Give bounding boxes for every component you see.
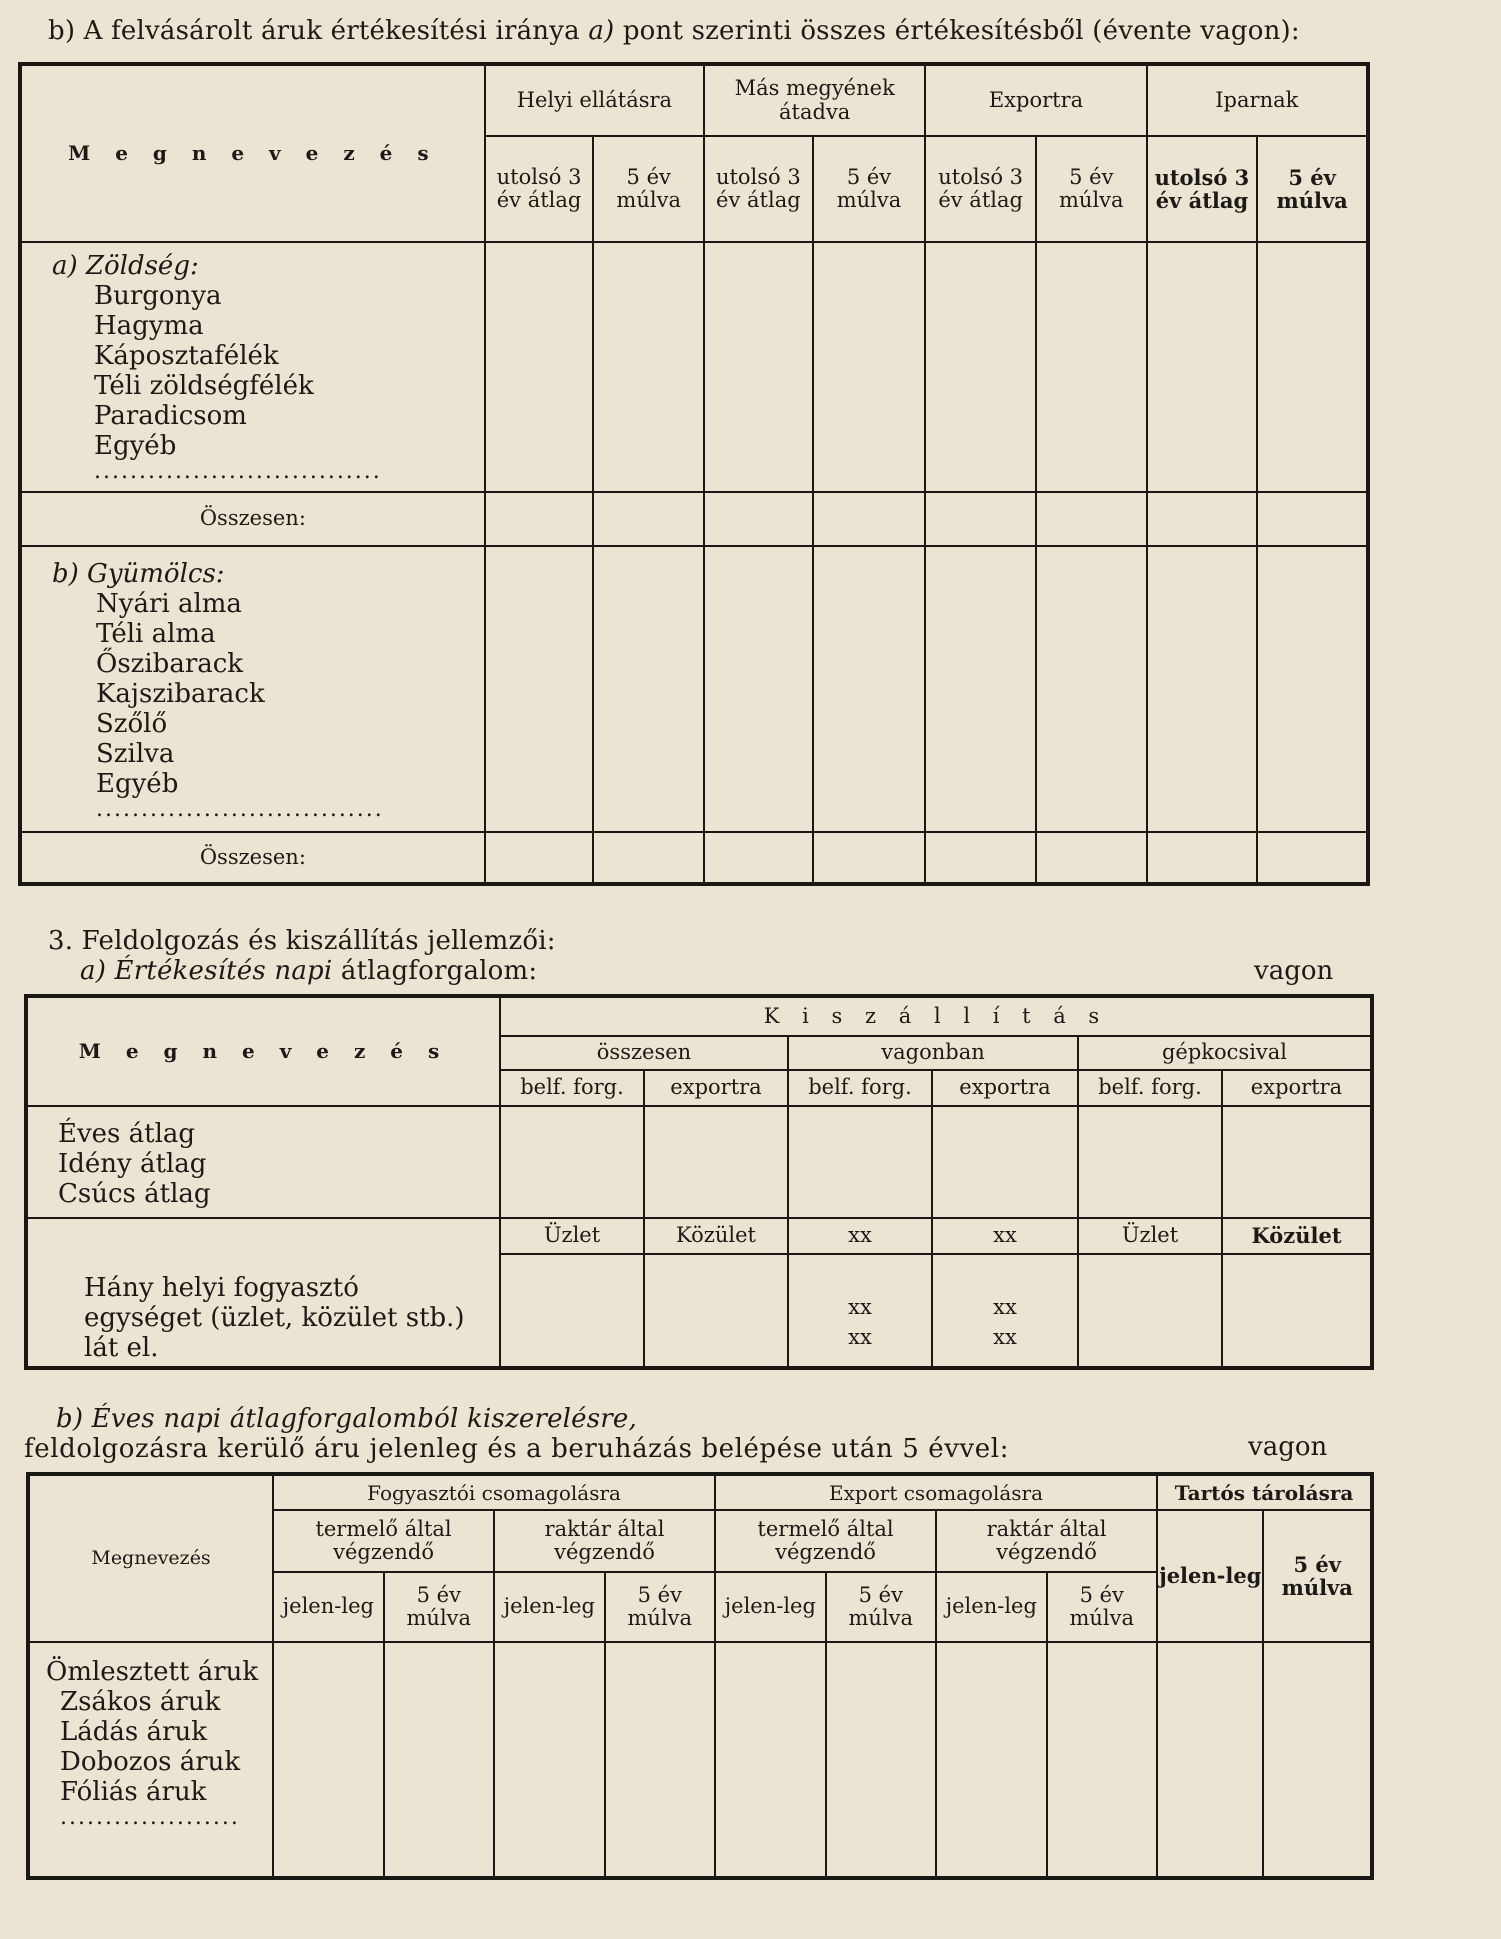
sub-header-export: exportra xyxy=(1222,1070,1372,1106)
input-cell[interactable] xyxy=(925,242,1036,492)
section-3b-unit: vagon xyxy=(1248,1432,1328,1462)
input-cell[interactable] xyxy=(1078,1254,1222,1368)
column-label-megnevezes: Megnevezés xyxy=(28,1474,273,1642)
section-3b-line2: feldolgozásra kerülő áru jelenleg és a beruházás belépése után 5 évvel: xyxy=(24,1434,1010,1464)
input-cell[interactable] xyxy=(1036,242,1147,492)
input-cell[interactable] xyxy=(593,546,704,832)
input-cell[interactable] xyxy=(273,1642,383,1878)
sub-header-termelo: termelő által végzendő xyxy=(715,1510,936,1572)
input-cell[interactable] xyxy=(1157,1642,1263,1878)
input-cell[interactable] xyxy=(704,242,813,492)
input-cell[interactable] xyxy=(932,1106,1078,1218)
row-label: Téli zöldségfélék xyxy=(94,371,314,401)
sub-header-xx: xx xyxy=(788,1218,932,1254)
input-cell[interactable] xyxy=(593,832,704,884)
sub-header-5ev: 5 év múlva xyxy=(1047,1572,1158,1642)
input-cell[interactable] xyxy=(813,546,926,832)
input-cell[interactable] xyxy=(1036,832,1147,884)
input-cell[interactable] xyxy=(1147,546,1258,832)
sub-a-text: a) Értékesítés xyxy=(80,956,275,986)
group-header-mas-megye: Más megyének átadva xyxy=(704,64,925,136)
row-label: Burgonya xyxy=(94,281,222,311)
group-header-export-csomag: Export csomagolásra xyxy=(715,1474,1157,1510)
input-cell[interactable] xyxy=(485,242,594,492)
row-label: Zsákos áruk xyxy=(60,1687,221,1717)
section-3-title: 3. Feldolgozás és kiszállítás jellemzői: xyxy=(48,926,556,956)
sub-header-termelo: termelő által végzendő xyxy=(273,1510,494,1572)
gyumolcs-title: b) Gyümölcs: xyxy=(52,559,225,589)
input-cell[interactable] xyxy=(1257,832,1368,884)
zoldseg-block xyxy=(20,242,485,492)
kiszallitas-header: K i s z á l l í t á s xyxy=(500,996,1372,1036)
input-cell[interactable] xyxy=(1047,1642,1158,1878)
input-cell[interactable] xyxy=(813,492,926,546)
row-label-line: Hány helyi fogyasztó xyxy=(84,1273,359,1303)
xx-mark: xx xyxy=(848,1295,872,1319)
sub-header-utolso: utolsó 3 év átlag xyxy=(925,136,1036,242)
input-cell[interactable] xyxy=(1257,242,1368,492)
input-cell[interactable] xyxy=(1036,492,1147,546)
sub-header-5ev: 5 év múlva xyxy=(1036,136,1147,242)
sub-header-5ev: 5 év múlva xyxy=(1257,136,1368,242)
fill-in-dots: ................................ xyxy=(96,797,384,822)
row-label: Szőlő xyxy=(96,709,168,739)
heading-text: b) A felvásárolt áruk értékesítési iránya xyxy=(48,16,589,46)
input-cell[interactable] xyxy=(593,242,704,492)
input-cell[interactable] xyxy=(485,832,594,884)
input-cell[interactable] xyxy=(605,1642,716,1878)
sub-a-emphasis: napi xyxy=(274,956,333,986)
sub-header-5ev: 5 év múlva xyxy=(605,1572,716,1642)
row-label: Káposztafélék xyxy=(94,341,279,371)
row-label-line: lát el. xyxy=(84,1333,159,1363)
row-label: Őszibarack xyxy=(96,649,244,679)
input-cell[interactable] xyxy=(826,1642,936,1878)
megnevezes-label: M e g n e v e z é s xyxy=(78,1038,449,1063)
gyumolcs-block xyxy=(20,546,485,832)
input-cell[interactable] xyxy=(1147,242,1258,492)
row-label: Éves átlag xyxy=(58,1119,196,1149)
sub-header-kozulet: Közület xyxy=(644,1218,788,1254)
sub-header-belf: belf. forg. xyxy=(1078,1070,1222,1106)
input-cell[interactable] xyxy=(813,242,926,492)
daily-turnover-table xyxy=(24,994,1374,1370)
sub-header-xx: xx xyxy=(932,1218,1078,1254)
input-cell[interactable] xyxy=(704,546,813,832)
xx-cell xyxy=(788,1254,932,1368)
sub-header-utolso: utolsó 3 év átlag xyxy=(1147,136,1258,242)
input-cell[interactable] xyxy=(1222,1106,1372,1218)
row-label: Kajszibarack xyxy=(96,679,265,709)
row-label: Téli alma xyxy=(96,619,216,649)
row-label: Paradicsom xyxy=(94,401,247,431)
row-label: Fóliás áruk xyxy=(60,1777,207,1807)
group-header-export: Exportra xyxy=(925,64,1146,136)
row-label: Egyéb xyxy=(94,431,177,461)
fill-in-dots: ................................ xyxy=(94,459,382,484)
row-label: Hagyma xyxy=(94,311,204,341)
input-cell[interactable] xyxy=(1263,1642,1372,1878)
row-label: Idény átlag xyxy=(58,1149,207,1179)
section-3b-text: b) Éves napi átlagforgalomból kiszerelésre, xyxy=(56,1404,637,1434)
sub-header-jelenleg: jelen-leg xyxy=(715,1572,825,1642)
sub-header-belf: belf. forg. xyxy=(788,1070,932,1106)
input-cell[interactable] xyxy=(704,492,813,546)
xx-mark: xx xyxy=(848,1325,872,1349)
group-header-gepkocsival: gépkocsival xyxy=(1078,1036,1372,1070)
section-3a-subtitle xyxy=(80,956,537,986)
input-cell[interactable] xyxy=(384,1642,494,1878)
input-cell[interactable] xyxy=(593,492,704,546)
input-cell[interactable] xyxy=(788,1106,932,1218)
group-header-tartos: Tartós tárolásra xyxy=(1157,1474,1372,1510)
group-header-helyi: Helyi ellátásra xyxy=(485,64,704,136)
sub-header-raktar: raktár által végzendő xyxy=(936,1510,1157,1572)
input-cell[interactable] xyxy=(500,1106,644,1218)
sub-header-export: exportra xyxy=(932,1070,1078,1106)
input-cell[interactable] xyxy=(644,1254,788,1368)
packaging-table xyxy=(26,1472,1374,1880)
input-cell[interactable] xyxy=(1036,546,1147,832)
input-cell[interactable] xyxy=(485,492,594,546)
sub-header-uzlet: Üzlet xyxy=(500,1218,644,1254)
sub-header-jelenleg: jelen-leg xyxy=(273,1572,383,1642)
input-cell[interactable] xyxy=(925,832,1036,884)
sub-header-utolso: utolsó 3 év átlag xyxy=(704,136,813,242)
input-cell[interactable] xyxy=(644,1106,788,1218)
input-cell[interactable] xyxy=(715,1642,825,1878)
xx-cell xyxy=(932,1254,1078,1368)
row-label: Egyéb xyxy=(96,769,179,799)
sub-header-5ev: 5 év múlva xyxy=(813,136,926,242)
gyumolcs-total-label: Összesen: xyxy=(20,832,485,884)
column-label-megnevezes xyxy=(20,64,485,242)
fill-in-dots: .................... xyxy=(60,1805,240,1830)
packaging-rows-block xyxy=(28,1642,273,1878)
input-cell[interactable] xyxy=(500,1254,644,1368)
average-rows-block xyxy=(26,1106,500,1218)
row-label: Dobozos áruk xyxy=(60,1747,241,1777)
input-cell[interactable] xyxy=(494,1642,604,1878)
group-header-vagonban: vagonban xyxy=(788,1036,1078,1070)
input-cell[interactable] xyxy=(1147,832,1258,884)
sub-a-text-end: átlagforgalom: xyxy=(332,956,538,986)
sales-direction-table xyxy=(18,62,1370,886)
sub-header-raktar: raktár által végzendő xyxy=(494,1510,715,1572)
xx-mark: xx xyxy=(993,1295,1017,1319)
sub-header-5ev: 5 év múlva xyxy=(1263,1510,1372,1642)
row-label: Csúcs átlag xyxy=(58,1179,211,1209)
megnevezes-label: M e g n e v e z é s xyxy=(68,140,438,165)
heading-text-end: pont szerinti összes értékesítésből (évente vagon): xyxy=(614,16,1300,46)
input-cell[interactable] xyxy=(925,546,1036,832)
group-header-iparnak: Iparnak xyxy=(1147,64,1368,136)
row-label: Ládás áruk xyxy=(60,1717,207,1747)
sub-header-kozulet: Közület xyxy=(1222,1218,1372,1254)
input-cell[interactable] xyxy=(936,1642,1046,1878)
sub-header-jelenleg: jelen-leg xyxy=(494,1572,604,1642)
sub-header-export: exportra xyxy=(644,1070,788,1106)
sub-header-belf: belf. forg. xyxy=(500,1070,644,1106)
xx-mark: xx xyxy=(993,1325,1017,1349)
input-cell[interactable] xyxy=(813,832,926,884)
hany-helyi-block xyxy=(26,1218,500,1368)
row-label: Ömlesztett áruk xyxy=(46,1657,259,1687)
input-cell[interactable] xyxy=(1078,1106,1222,1218)
input-cell[interactable] xyxy=(704,832,813,884)
sub-header-5ev: 5 év múlva xyxy=(593,136,704,242)
group-header-fogyasztoi: Fogyasztói csomagolásra xyxy=(273,1474,715,1510)
row-label: Nyári alma xyxy=(96,589,242,619)
input-cell[interactable] xyxy=(1222,1254,1372,1368)
group-header-osszesen: összesen xyxy=(500,1036,788,1070)
sub-header-jelenleg: jelen-leg xyxy=(936,1572,1046,1642)
sub-header-5ev: 5 év múlva xyxy=(826,1572,936,1642)
section-3b-line1 xyxy=(56,1404,637,1434)
sub-header-utolso: utolsó 3 év átlag xyxy=(485,136,594,242)
section-b-heading xyxy=(48,16,1300,46)
sub-header-jelenleg: jelen-leg xyxy=(1157,1510,1263,1642)
sub-header-uzlet: Üzlet xyxy=(1078,1218,1222,1254)
section-3a-unit: vagon xyxy=(1254,956,1334,986)
row-label-line: egységet (üzlet, közület stb.) xyxy=(84,1303,465,1333)
input-cell[interactable] xyxy=(1257,492,1368,546)
sub-header-5ev: 5 év múlva xyxy=(384,1572,494,1642)
row-label: Szilva xyxy=(96,739,175,769)
heading-ref: a) xyxy=(588,16,615,46)
input-cell[interactable] xyxy=(1147,492,1258,546)
input-cell[interactable] xyxy=(1257,546,1368,832)
zoldseg-title: a) Zöldség: xyxy=(52,251,199,281)
input-cell[interactable] xyxy=(485,546,594,832)
input-cell[interactable] xyxy=(925,492,1036,546)
zoldseg-total-label: Összesen: xyxy=(20,492,485,546)
column-label-megnevezes xyxy=(26,996,500,1106)
